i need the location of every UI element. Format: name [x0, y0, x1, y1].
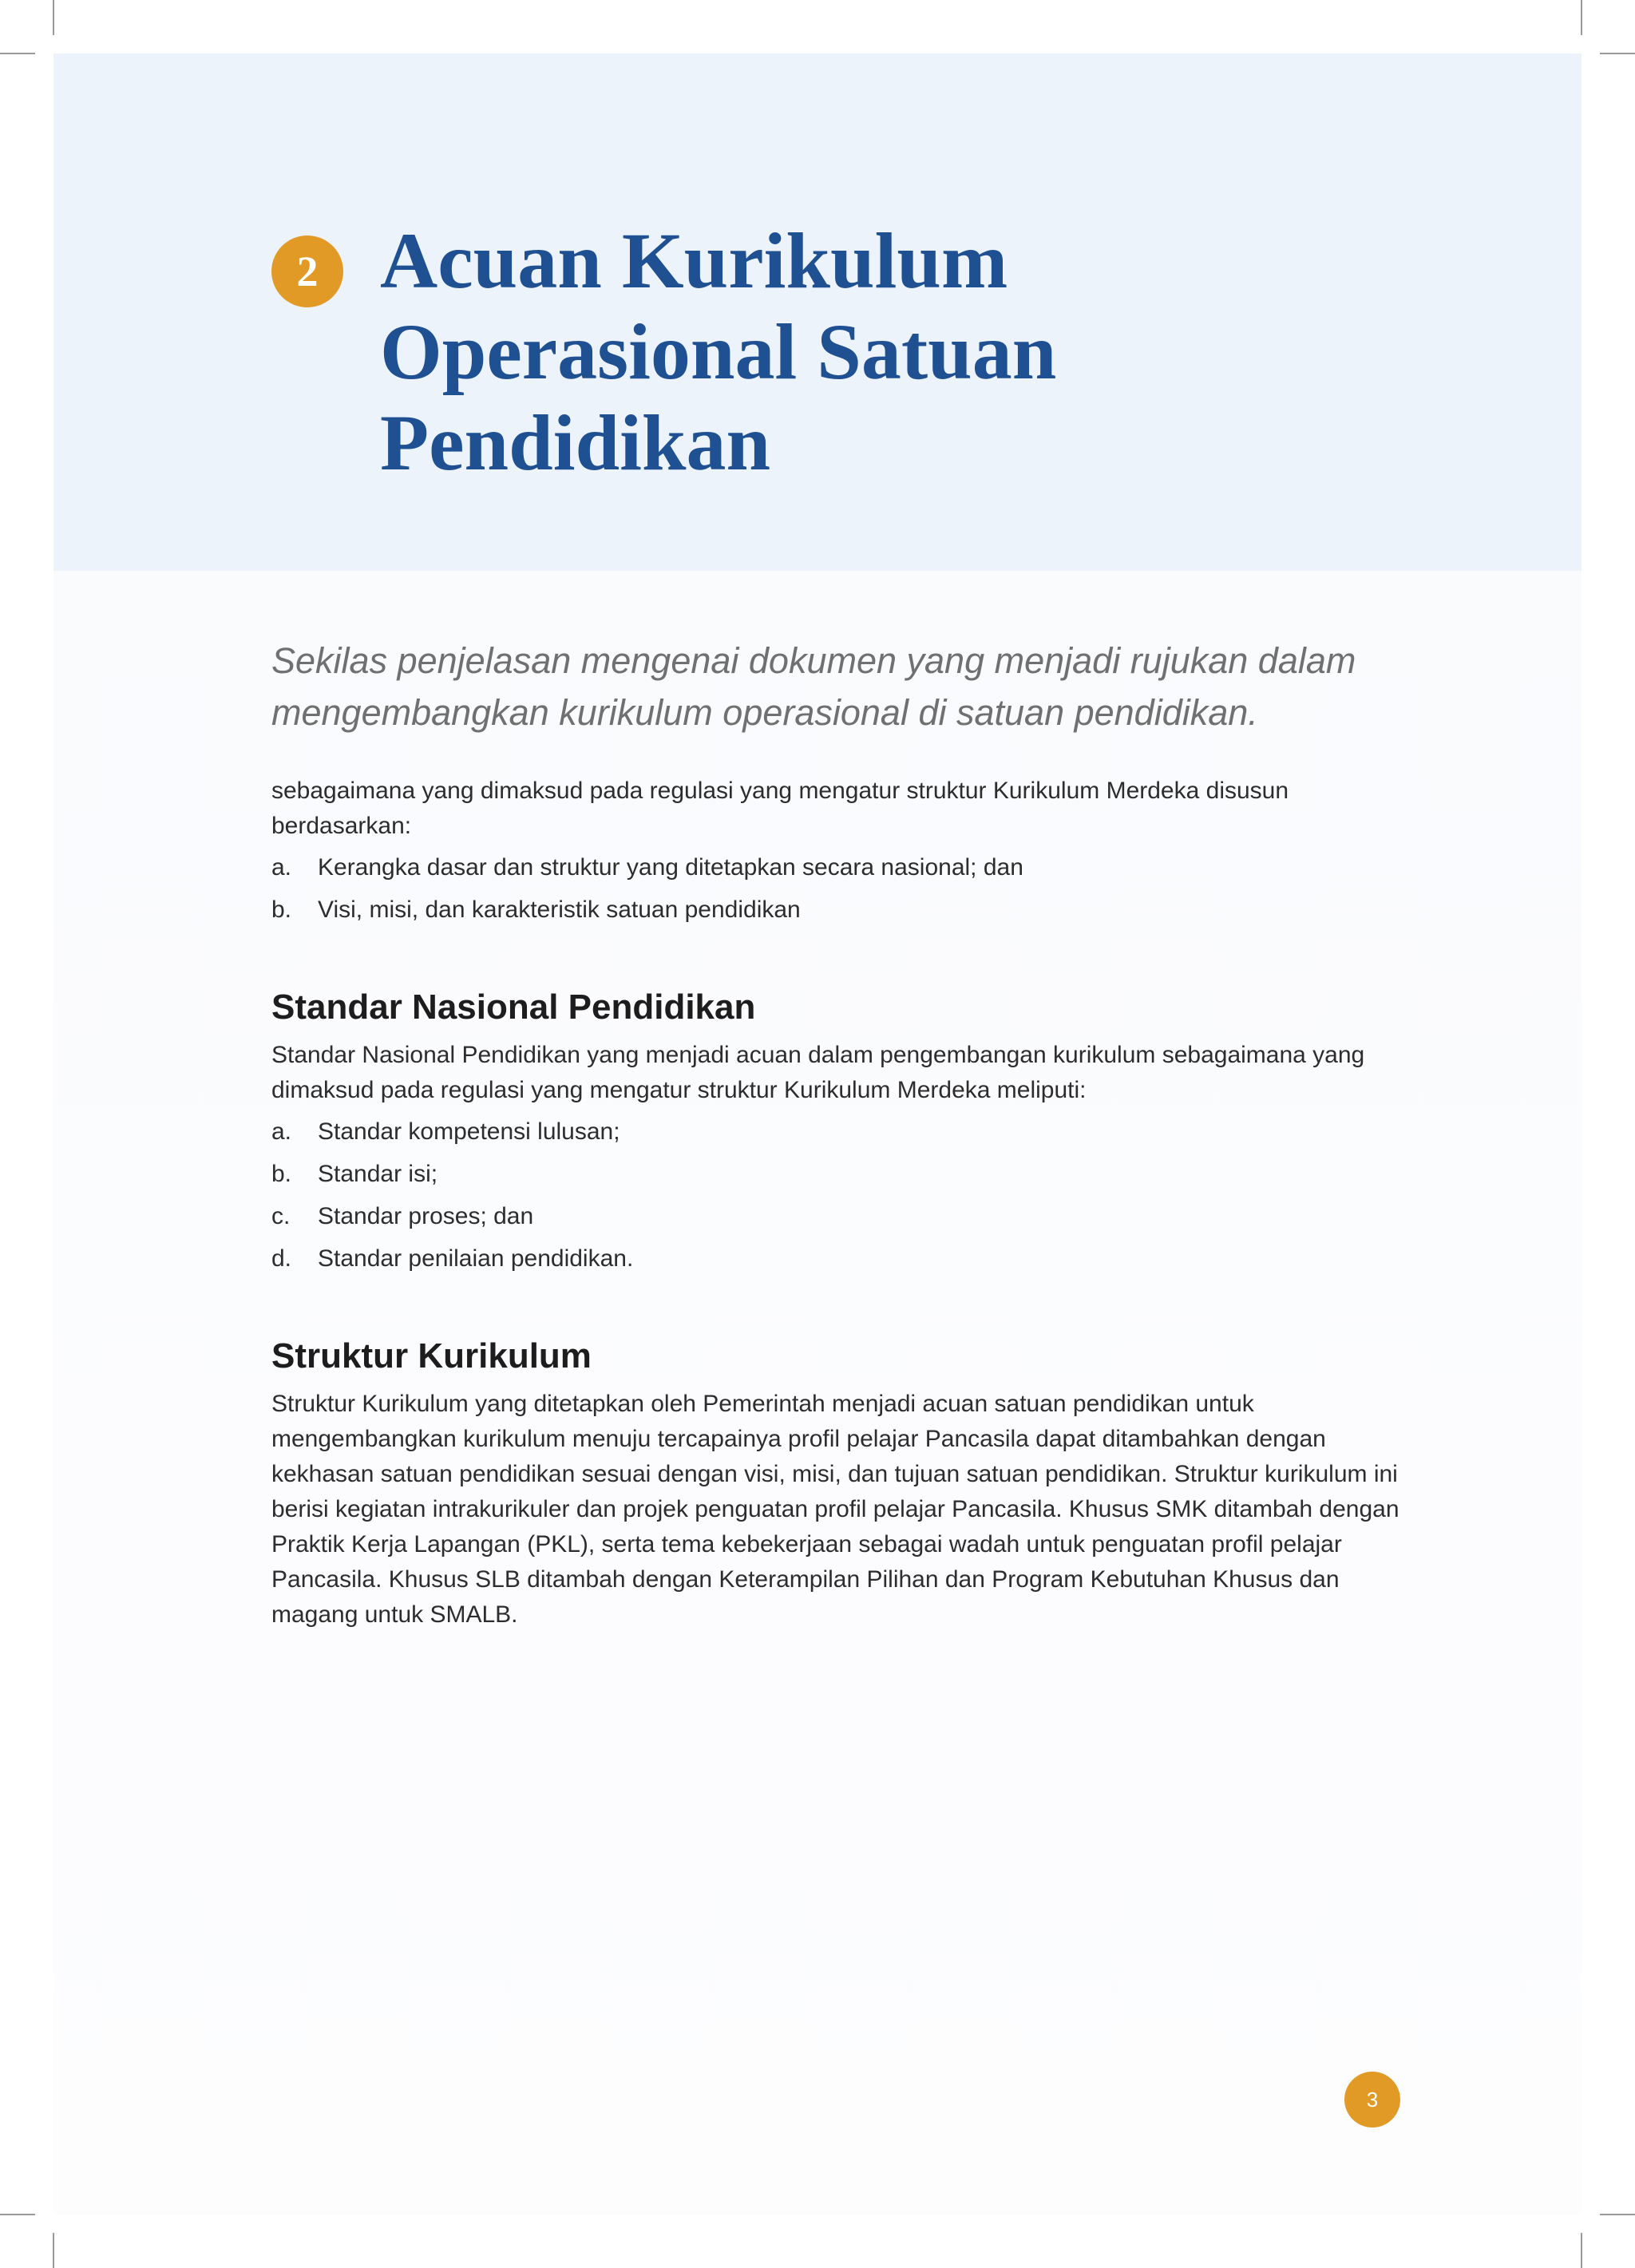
list-marker: b.: [271, 897, 292, 923]
section-heading-standar-nasional: Standar Nasional Pendidikan: [271, 988, 756, 1027]
section-paragraph-standar-nasional: Standar Nasional Pendidikan yang menjadi acuan dalam pengembangan kurikulum sebagaimana yang dimaksud pada regulasi yang mengatur struktur Kurikulum Merdeka meliputi:: [271, 1042, 1365, 1103]
page-content: [271, 635, 1405, 1633]
crop-mark-top-left: [53, 0, 54, 35]
list-item: [271, 1241, 1405, 1276]
chapter-number-badge: 2: [271, 236, 343, 307]
crop-mark-bottom-right-h: [1600, 2214, 1635, 2215]
standar-list: [271, 1114, 1405, 1276]
page-number-badge: 3: [1344, 2072, 1400, 2127]
list-marker: c.: [271, 1203, 291, 1229]
list-item-text: Standar penilaian pendidikan.: [318, 1245, 634, 1272]
list-marker: a.: [271, 1118, 292, 1145]
list-marker: d.: [271, 1245, 292, 1272]
crop-mark-bottom-right: [1581, 2233, 1582, 2268]
chapter-title: [380, 216, 1418, 489]
chapter-intro: [271, 635, 1405, 738]
intro-line: mengembangkan kurikulum operasional di satuan pendidikan.: [271, 692, 1258, 733]
list-marker: b.: [271, 1161, 292, 1187]
list-item: [271, 893, 1405, 928]
list-item-text: Standar isi;: [318, 1161, 438, 1187]
chapter-title-line: Acuan Kurikulum: [380, 216, 1008, 305]
crop-mark-bottom-left: [53, 2233, 54, 2268]
list-item-text: Kerangka dasar dan struktur yang ditetapkan secara nasional; dan: [318, 854, 1023, 881]
list-item: [271, 1199, 1405, 1234]
crop-mark-top-left-h: [0, 53, 35, 54]
list-item: [271, 1114, 1405, 1150]
crop-mark-top-right-h: [1600, 53, 1635, 54]
opening-list: [271, 850, 1405, 928]
list-item-text: Visi, misi, dan karakteristik satuan pendidikan: [318, 897, 801, 923]
chapter-title-line: Pendidikan: [380, 398, 771, 487]
list-item-text: Standar kompetensi lulusan;: [318, 1118, 620, 1145]
list-marker: a.: [271, 854, 292, 881]
opening-paragraph: sebagaimana yang dimaksud pada regulasi yang mengatur struktur Kurikulum Merdeka disusun berdasarkan:: [271, 778, 1289, 839]
list-item: [271, 850, 1405, 885]
intro-line: Sekilas penjelasan mengenai dokumen yang menjadi rujukan dalam: [271, 640, 1356, 681]
chapter-title-line: Operasional Satuan: [380, 307, 1057, 396]
crop-mark-bottom-left-h: [0, 2214, 35, 2215]
section-paragraph-struktur-kurikulum: Struktur Kurikulum yang ditetapkan oleh Pemerintah menjadi acuan satuan pendidikan untuk mengembangkan kurikulum menuju tercapainya profil pelajar Pancasila dapat ditambahkan dengan kekhasan satuan pendidikan sesuai dengan visi, misi, dan tujuan satuan pendidikan. Struktur kurikulum ini berisi kegiatan intrakurikuler dan projek penguatan profil pelajar Pancasila. Khusus SMK ditambah dengan Praktik Kerja Lapangan (PKL), serta tema kebekerjaan sebagai wadah untuk penguatan profil pelajar Pancasila. Khusus SLB ditambah dengan Keterampilan Pilihan dan Program Kebutuhan Khusus dan magang untuk SMALB.: [271, 1391, 1399, 1628]
crop-mark-top-right: [1581, 0, 1582, 35]
list-item-text: Standar proses; dan: [318, 1203, 534, 1229]
section-heading-struktur-kurikulum: Struktur Kurikulum: [271, 1336, 592, 1375]
list-item: [271, 1157, 1405, 1192]
